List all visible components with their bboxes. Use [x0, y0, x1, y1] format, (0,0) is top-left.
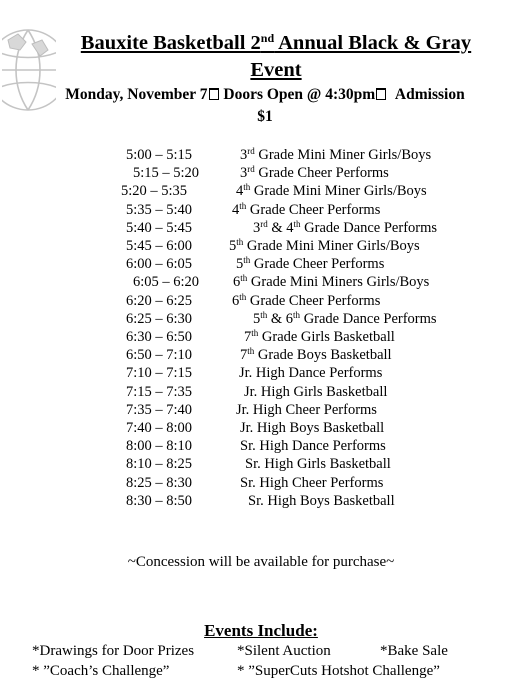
schedule-time: 7:15 – 7:35	[126, 383, 193, 400]
event-text: 6	[232, 292, 240, 309]
schedule-event	[244, 328, 395, 346]
event-text: 3	[240, 165, 248, 182]
schedule-row	[0, 419, 522, 437]
schedule-row	[0, 455, 522, 473]
event-text: Grade Boys Basketball	[254, 347, 392, 364]
event-text: Grade Girls Basketball	[258, 329, 395, 345]
schedule-event	[240, 146, 431, 164]
schedule-time: 7:10 – 7:15	[126, 365, 193, 382]
event-text: & 6	[267, 310, 294, 327]
event-text: Grade Mini Miners Girls/Boys	[247, 274, 430, 291]
schedule-time: 5:45 – 6:00	[126, 238, 193, 254]
schedule-event	[245, 455, 391, 473]
event-item-hotshot-challenge: * ”SuperCuts Hotshot Challenge”	[237, 663, 440, 679]
event-text: 7	[244, 329, 252, 345]
schedule-time: 5:15 – 5:20	[133, 165, 200, 182]
ordinal-suffix: th	[243, 182, 251, 193]
schedule-event	[253, 219, 437, 237]
event-text: Grade Cheer Performs	[246, 201, 381, 218]
schedule-row	[0, 346, 522, 364]
ordinal-suffix: th	[236, 237, 244, 247]
schedule-event	[248, 492, 395, 510]
event-text: Jr. High Dance Performs	[239, 365, 383, 382]
event-text: Grade Cheer Performs	[254, 165, 389, 182]
event-item-silent-auction: *Silent Auction	[237, 643, 331, 659]
admission-price: $1	[257, 108, 273, 125]
schedule-time: 6:30 – 6:50	[126, 329, 193, 345]
schedule-row	[0, 201, 522, 219]
schedule-event	[239, 364, 382, 382]
event-text: Grade Dance Performs	[300, 310, 437, 327]
ordinal-suffix: th	[293, 218, 301, 229]
event-date: Monday, November 7	[65, 86, 208, 103]
event-text: Jr. High Cheer Performs	[236, 401, 377, 418]
schedule-event	[236, 182, 427, 200]
schedule-row	[0, 237, 522, 255]
schedule-time: 5:20 – 5:35	[121, 183, 188, 200]
title-text: Bauxite Basketball 2	[80, 32, 261, 54]
event-text: & 4	[267, 219, 294, 236]
ordinal-suffix: th	[251, 328, 259, 338]
schedule-event	[233, 273, 429, 291]
schedule-time: 6:25 – 6:30	[126, 310, 193, 327]
event-text: Grade Cheer Performs	[250, 256, 385, 273]
schedule-event	[240, 346, 392, 364]
schedule-event	[244, 383, 387, 401]
event-text: 4	[236, 183, 244, 200]
schedule-time: 5:40 – 5:45	[126, 219, 193, 236]
doors-open-time: Doors Open @ 4:30pm	[223, 86, 376, 103]
event-text: Jr. High Girls Basketball	[244, 383, 388, 400]
concession-note: ~Concession will be available for purchase~	[127, 554, 395, 570]
schedule-time: 6:05 – 6:20	[133, 274, 200, 291]
event-item-bake-sale: *Bake Sale	[380, 643, 448, 659]
event-text: Grade Mini Miner Girls/Boys	[243, 238, 420, 254]
schedule-event	[236, 255, 384, 273]
schedule-event	[236, 401, 377, 419]
schedule-row	[0, 273, 522, 291]
schedule-row	[0, 364, 522, 382]
schedule-event	[253, 310, 437, 328]
event-item-coaches-challenge: * ”Coach’s Challenge”	[32, 663, 170, 679]
event-item-door-prizes: *Drawings for Door Prizes	[32, 643, 195, 659]
admission-label: Admission	[394, 86, 465, 103]
title-line-2: Event	[250, 59, 302, 81]
schedule-event	[232, 292, 380, 310]
ordinal-suffix: th	[239, 291, 247, 302]
title-superscript: nd	[260, 31, 275, 45]
event-text: 3	[253, 219, 261, 236]
event-text: Sr. High Dance Performs	[240, 438, 386, 455]
event-text: Grade Dance Performs	[300, 219, 438, 236]
event-text: 5	[229, 238, 237, 254]
event-text: 6	[233, 274, 241, 291]
event-text: Grade Mini Miner Girls/Boys	[254, 147, 432, 163]
schedule-row	[0, 146, 522, 164]
event-text: 5	[236, 256, 244, 273]
schedule-time: 8:10 – 8:25	[126, 456, 193, 473]
schedule-row	[0, 328, 522, 346]
title-text-cont: Annual Black & Gray	[274, 32, 472, 54]
schedule-row	[0, 255, 522, 273]
schedule-time: 7:40 – 8:00	[126, 420, 193, 436]
ordinal-suffix: th	[260, 309, 268, 320]
ordinal-suffix: rd	[247, 146, 255, 156]
schedule-row	[0, 292, 522, 310]
schedule-time: 8:30 – 8:50	[126, 492, 193, 509]
event-text: Grade Cheer Performs	[246, 292, 381, 309]
schedule-row	[0, 219, 522, 237]
schedule-event	[240, 164, 389, 182]
schedule-row	[0, 474, 522, 492]
ordinal-suffix: th	[240, 273, 248, 284]
ordinal-suffix: th	[243, 255, 251, 266]
event-details	[20, 84, 510, 128]
schedule-time: 6:20 – 6:25	[126, 292, 193, 309]
missing-glyph-icon	[209, 88, 219, 100]
ordinal-suffix: th	[247, 346, 255, 357]
events-heading: Events Include:	[204, 621, 318, 640]
event-text: Jr. High Boys Basketball	[240, 420, 385, 436]
page-title	[40, 30, 512, 84]
schedule-event	[232, 201, 380, 219]
schedule-time: 8:25 – 8:30	[126, 474, 193, 491]
schedule-row	[0, 164, 522, 182]
schedule-row	[0, 401, 522, 419]
schedule-time: 8:00 – 8:10	[126, 438, 193, 455]
ordinal-suffix: th	[239, 200, 247, 211]
event-text: Sr. High Girls Basketball	[245, 456, 391, 473]
event-text: Sr. High Cheer Performs	[240, 474, 384, 491]
event-text: 4	[232, 201, 240, 218]
schedule-row	[0, 437, 522, 455]
event-text: Sr. High Boys Basketball	[248, 492, 395, 509]
schedule-event	[229, 237, 420, 255]
ordinal-suffix: rd	[260, 218, 268, 229]
schedule-event	[240, 419, 384, 437]
schedule-row	[0, 383, 522, 401]
schedule-time: 6:00 – 6:05	[126, 256, 193, 273]
schedule-row	[0, 182, 522, 200]
schedule-time: 5:35 – 5:40	[126, 201, 193, 218]
schedule-time: 5:00 – 5:15	[126, 147, 193, 163]
event-text: 7	[240, 347, 248, 364]
schedule-event	[240, 437, 386, 455]
event-text: 5	[253, 310, 261, 327]
event-text: Grade Mini Miner Girls/Boys	[250, 183, 427, 200]
ordinal-suffix: th	[293, 309, 301, 320]
missing-glyph-icon	[376, 88, 386, 100]
schedule-row	[0, 310, 522, 328]
schedule-event	[240, 474, 383, 492]
schedule-time: 7:35 – 7:40	[126, 401, 193, 418]
schedule-row	[0, 492, 522, 510]
ordinal-suffix: rd	[247, 164, 255, 175]
schedule-time: 6:50 – 7:10	[126, 347, 193, 364]
event-text: 3	[240, 147, 248, 163]
